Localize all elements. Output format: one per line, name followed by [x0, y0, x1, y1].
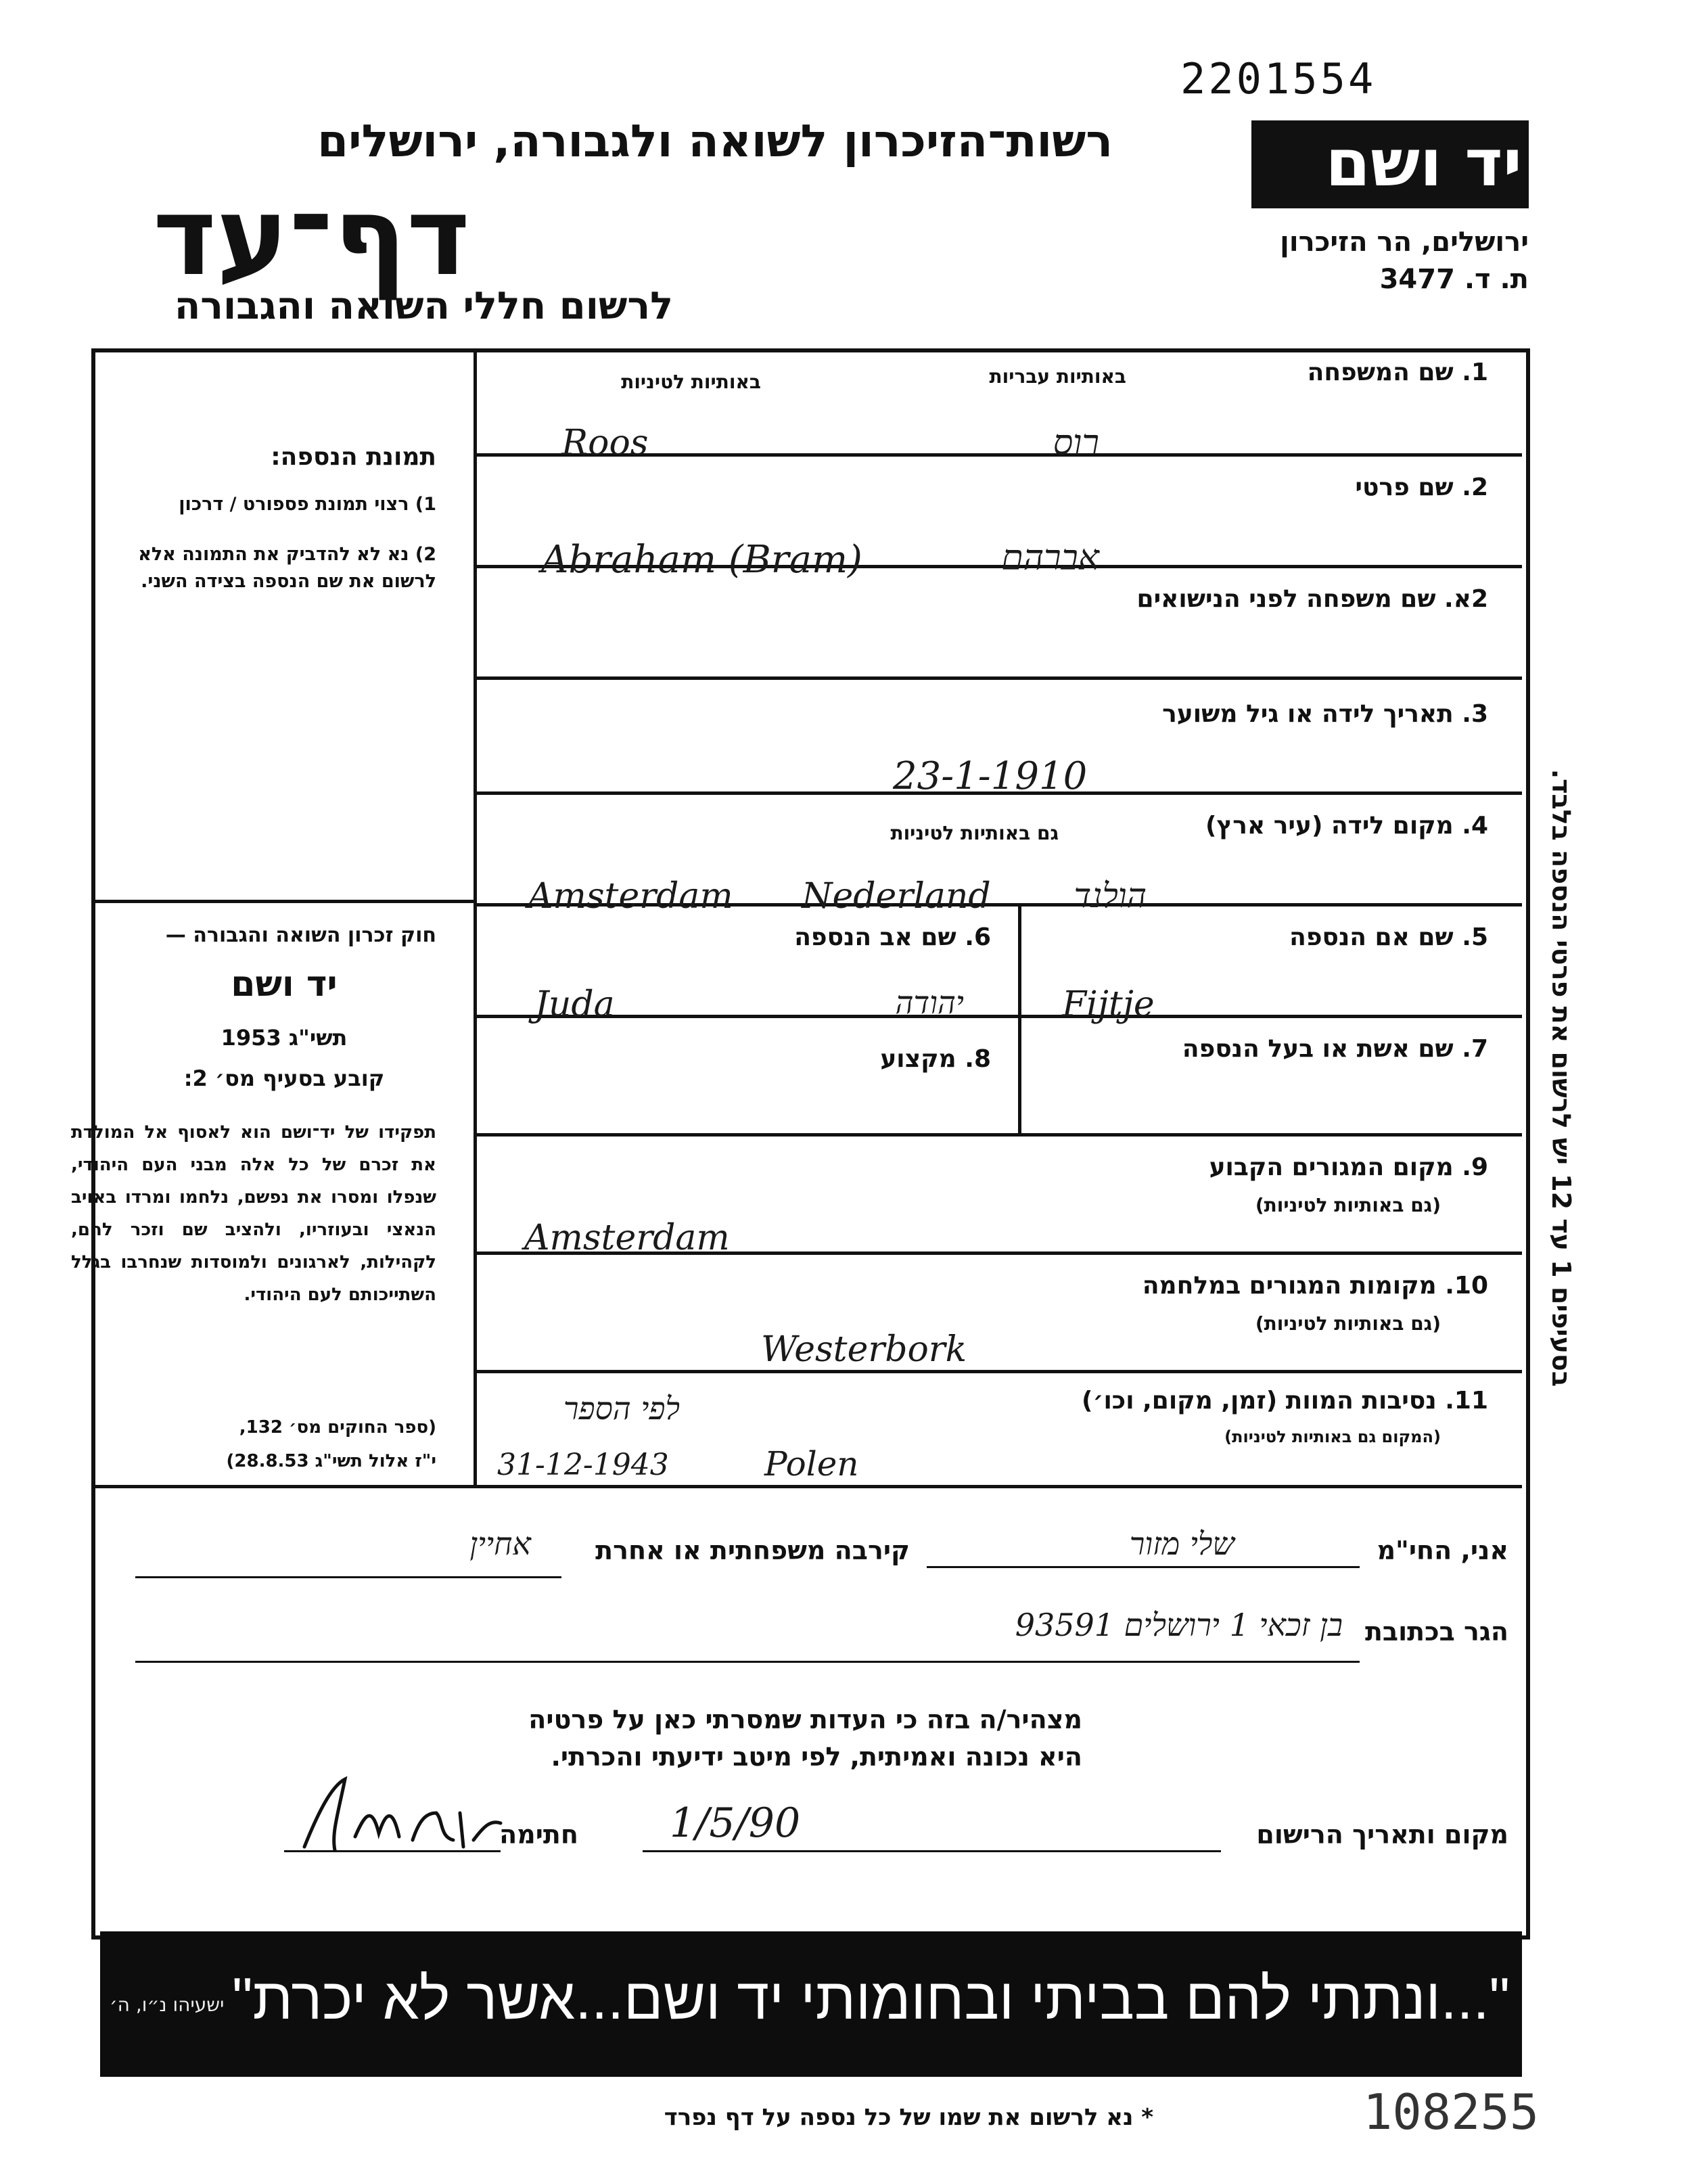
- photo-panel-title: תמונת הנספה:: [271, 443, 436, 471]
- yad-vashem-logo: [1251, 120, 1529, 208]
- relation-label: קירבה משפחתית או אחרת: [595, 1536, 910, 1565]
- address-line-1: ירושלים, הר הזיכרון: [1280, 227, 1529, 258]
- law-body: תפקידו של יד־ושם הוא לאסוף אל המולדת את זכרם של כל אלה מבני העם היהודי, שנפלו ומסרו את נפשם, נלחמו ומרדו באויב הנאצי ובעוזריו, ולהציב שם וזכר להם, לקהילות, לארגונים ולמוסדות שנחרבו בגלל השתייכותם לעם היהודי.: [71, 1122, 436, 1305]
- field-10-sub: (גם באותיות לטיניות): [1255, 1312, 1441, 1335]
- signature-label: חתימה: [499, 1820, 578, 1850]
- place-date-label: מקום ותאריך הרישום: [1256, 1820, 1508, 1850]
- field-3-value[interactable]: 23-1-1910: [893, 754, 1088, 798]
- photo-panel-item-1: 1) רצוי תמונת פספורט / דרכון: [179, 494, 436, 515]
- address-label: הגר בכתובת: [1364, 1617, 1508, 1647]
- row-5-6-split: [1018, 903, 1021, 1133]
- row-rule-7: [474, 1133, 1522, 1137]
- logo-text: יד ושם: [1325, 125, 1522, 201]
- field-10-label: 10. מקומות המגורים במלחמה: [1142, 1272, 1488, 1300]
- field-2-latin-value[interactable]: Abraham (Bram): [541, 538, 862, 582]
- field-4-country-value[interactable]: Nederland: [802, 876, 991, 917]
- row-rule-9: [474, 1370, 1522, 1373]
- field-11-note-value[interactable]: לפי הספר: [563, 1390, 680, 1427]
- field-4-label: 4. מקום לידה (עיר ארץ): [1205, 812, 1488, 840]
- banner-source: ישעיהו נ״ו, ה׳: [110, 1994, 225, 2016]
- field-6-hebrew-value[interactable]: יהודה: [895, 984, 964, 1021]
- field-1-hebrew-value[interactable]: רוס: [1053, 423, 1099, 463]
- institution-name: רשות־הזיכרון לשואה ולגבורה, ירושלים: [317, 115, 1113, 167]
- field-6-latin-value[interactable]: Juda: [534, 984, 615, 1025]
- form-subtitle: לרשום חללי השואה והגבורה: [174, 284, 673, 328]
- document-number: 2201554: [1180, 54, 1377, 104]
- address-value[interactable]: בן זכאי 1 ירושלים 93591: [1015, 1607, 1343, 1643]
- row-rule-3: [474, 676, 1522, 680]
- field-1-label: 1. שם המשפחה: [1307, 359, 1488, 386]
- field-4-latin-header: גם באותיות לטיניות: [890, 822, 1059, 844]
- quote-banner: [100, 1931, 1522, 2077]
- law-heading: חוק זכרון השואה והגבורה —: [165, 923, 436, 947]
- declarant-value[interactable]: שלי מזור: [1129, 1525, 1234, 1562]
- law-clause: קובע בסעיף מס׳ 2:: [183, 1065, 385, 1091]
- field-2a-label: 2א. שם משפחה לפני הנישואים: [1136, 585, 1488, 613]
- field-1-latin-value[interactable]: Roos: [561, 423, 649, 463]
- field-7-label: 7. שם אשת או בעל הנספה: [1182, 1035, 1488, 1063]
- row-rule-6: [474, 1015, 1522, 1018]
- footer-note: * נא לרשום את שמו של כל נספה על דף נפרד: [664, 2104, 1153, 2131]
- field-6-label: 6. שם אב הנספה: [794, 923, 991, 951]
- field-1-latin-header: באותיות לטיניות: [621, 371, 761, 393]
- address-line-2: ת. ד. 3477: [1379, 264, 1529, 295]
- law-source-1: (ספר החוקים מס׳ 132,: [239, 1417, 436, 1438]
- banner-quote: "...ונתתי להם בביתי ובחומותי יד ושם...אשר לא יכרת": [231, 1967, 1510, 2031]
- signature-scribble: [291, 1772, 507, 1860]
- address-line: [135, 1661, 1360, 1663]
- field-9-value[interactable]: Amsterdam: [524, 1218, 730, 1258]
- photo-panel-item-2: 2) נא לא להדביק את התמונה אלא לרשום את שם הנספה בצידה השני.: [138, 544, 436, 592]
- law-year: תשי"ג 1953: [221, 1025, 348, 1051]
- field-11-label: 11. נסיבות המוות (זמן, מקום, וכו׳): [1082, 1387, 1488, 1415]
- left-column-divider: [474, 348, 477, 1488]
- field-4-city-value[interactable]: Amsterdam: [528, 876, 733, 917]
- field-11-date-value[interactable]: 31-12-1943: [497, 1448, 669, 1482]
- field-5-value[interactable]: Fijtje: [1062, 984, 1155, 1025]
- field-9-label: 9. מקום המגורים הקבוע: [1209, 1153, 1488, 1181]
- declarant-line: [927, 1566, 1360, 1568]
- statement-line-2: היא נכונה ואמיתית, לפי מיטב ידיעתי והכרתי.: [551, 1742, 1082, 1772]
- field-5-label: 5. שם אם הנספה: [1289, 923, 1488, 951]
- field-2-label: 2. שם פרטי: [1355, 474, 1488, 501]
- footer-number: 108255: [1363, 2084, 1540, 2140]
- field-4-hebrew-value[interactable]: הולנד: [1074, 876, 1147, 915]
- field-3-label: 3. תאריך לידה או גיל משוער: [1162, 700, 1488, 728]
- field-11-place-value[interactable]: Polen: [764, 1444, 859, 1484]
- side-note: בסעיפים 1 עד 12 יש לרשום את פרטי הנספה בלבד.: [1546, 768, 1576, 1387]
- field-11-sub: (המקום גם באותיות לטיניות): [1224, 1427, 1441, 1446]
- place-date-line: [643, 1850, 1221, 1852]
- field-2-hebrew-value[interactable]: אברהם: [1001, 538, 1099, 578]
- declaration-rule: [91, 1485, 1522, 1488]
- relation-value[interactable]: אחיין: [469, 1525, 531, 1562]
- place-date-value[interactable]: 1/5/90: [670, 1799, 801, 1847]
- relation-line: [135, 1576, 561, 1578]
- field-9-sub: (גם באותיות לטיניות): [1255, 1194, 1441, 1216]
- declarant-label: אני, החי"מ: [1377, 1536, 1508, 1565]
- field-8-label: 8. מקצוע: [880, 1045, 991, 1073]
- photo-panel-divider: [91, 900, 477, 903]
- field-1-hebrew-header: באותיות עבריות: [989, 365, 1126, 388]
- law-name: יד ושם: [231, 964, 338, 1005]
- statement-line-1: מצהיר/ה בזה כי העדות שמסרתי כאן על פרטיה: [528, 1705, 1082, 1735]
- field-10-value[interactable]: Westerbork: [761, 1329, 967, 1370]
- form-title: דף־עד: [152, 173, 470, 300]
- law-source-2: י"ז אלול תשי"ג 28.8.53): [226, 1451, 436, 1471]
